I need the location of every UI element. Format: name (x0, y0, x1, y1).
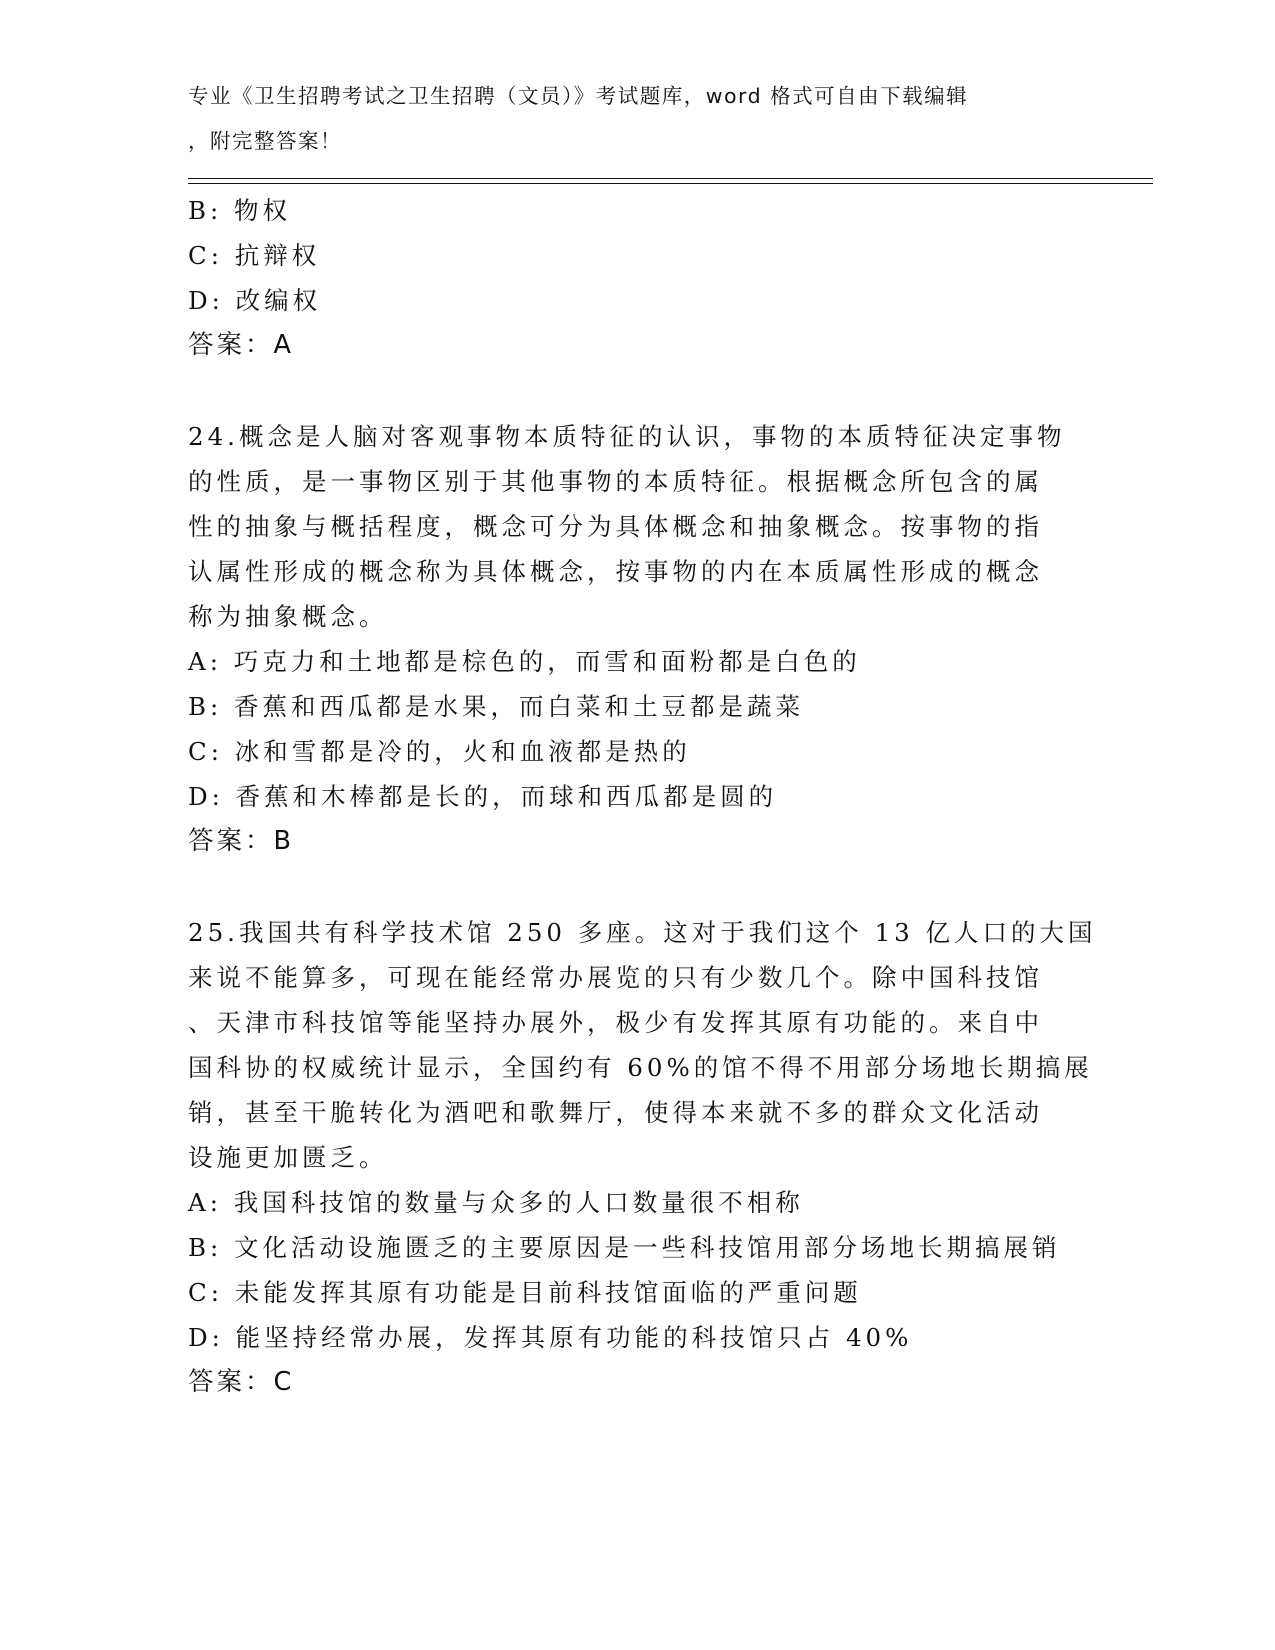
option-b: B: 文化活动设施匮乏的主要原因是一些科技馆用部分场地长期搞展销 (188, 1233, 1061, 1262)
question-stem-line: 性的抽象与概括程度，概念可分为具体概念和抽象概念。按事物的指 (188, 512, 1043, 541)
option-a: A: 巧克力和土地都是棕色的，而雪和面粉都是白色的 (188, 647, 861, 676)
question-stem-line: 的性质，是一事物区别于其他事物的本质特征。根据概念所包含的属 (188, 467, 1043, 496)
header-divider (188, 183, 1153, 184)
option-c: C: 冰和雪都是冷的，火和血液都是热的 (188, 737, 691, 766)
header-divider (188, 178, 1153, 179)
answer-line: 答案：A (188, 330, 294, 360)
question-stem-line: 称为抽象概念。 (188, 602, 388, 631)
question-24 (188, 414, 1088, 864)
prev-question (188, 188, 1088, 368)
answer-line: 答案：C (188, 1367, 295, 1397)
spacer (188, 864, 1088, 910)
header-line: 专业《卫生招聘考试之卫生招聘（文员）》考试题库，word 格式可自由下载编辑 (188, 84, 969, 108)
question-stem-line: 来说不能算多，可现在能经常办展览的只有少数几个。除中国科技馆 (188, 963, 1043, 992)
option-c: C: 未能发挥其原有功能是目前科技馆面临的严重问题 (188, 1278, 862, 1307)
option-d: D: 香蕉和木棒都是长的，而球和西瓜都是圆的 (188, 782, 778, 811)
question-stem-line: 认属性形成的概念称为具体概念，按事物的内在本质属性形成的概念 (188, 557, 1043, 586)
option-a: A: 我国科技馆的数量与众多的人口数量很不相称 (188, 1188, 804, 1217)
question-stem-line: 、天津市科技馆等能坚持办展外，极少有发挥其原有功能的。来自中 (188, 1008, 1043, 1037)
option-b: B: 香蕉和西瓜都是水果，而白菜和土豆都是蔬菜 (188, 692, 805, 721)
question-stem-line: 设施更加匮乏。 (188, 1143, 388, 1172)
question-stem-line: 国科协的权威统计显示，全国约有 60%的馆不得不用部分场地长期搞展 (188, 1053, 1093, 1082)
option-c: C: 抗辩权 (188, 241, 321, 270)
spacer (188, 368, 1088, 414)
question-stem-line: 24.概念是人脑对客观事物本质特征的认识，事物的本质特征决定事物 (188, 422, 1066, 451)
header-line: ，附完整答案！ (188, 129, 342, 153)
option-b: B: 物权 (188, 196, 292, 225)
question-stem-line: 25.我国共有科学技术馆 250 多座。这对于我们这个 13 亿人口的大国 (188, 918, 1097, 947)
page-header (188, 74, 1068, 164)
question-25 (188, 910, 1097, 1405)
option-d: D: 改编权 (188, 286, 322, 315)
question-content (188, 188, 1097, 1405)
question-stem-line: 销，甚至干脆转化为酒吧和歌舞厅，使得本来就不多的群众文化活动 (188, 1098, 1043, 1127)
option-d: D: 能坚持经常办展，发挥其原有功能的科技馆只占 40% (188, 1323, 913, 1352)
answer-line: 答案：B (188, 826, 294, 856)
